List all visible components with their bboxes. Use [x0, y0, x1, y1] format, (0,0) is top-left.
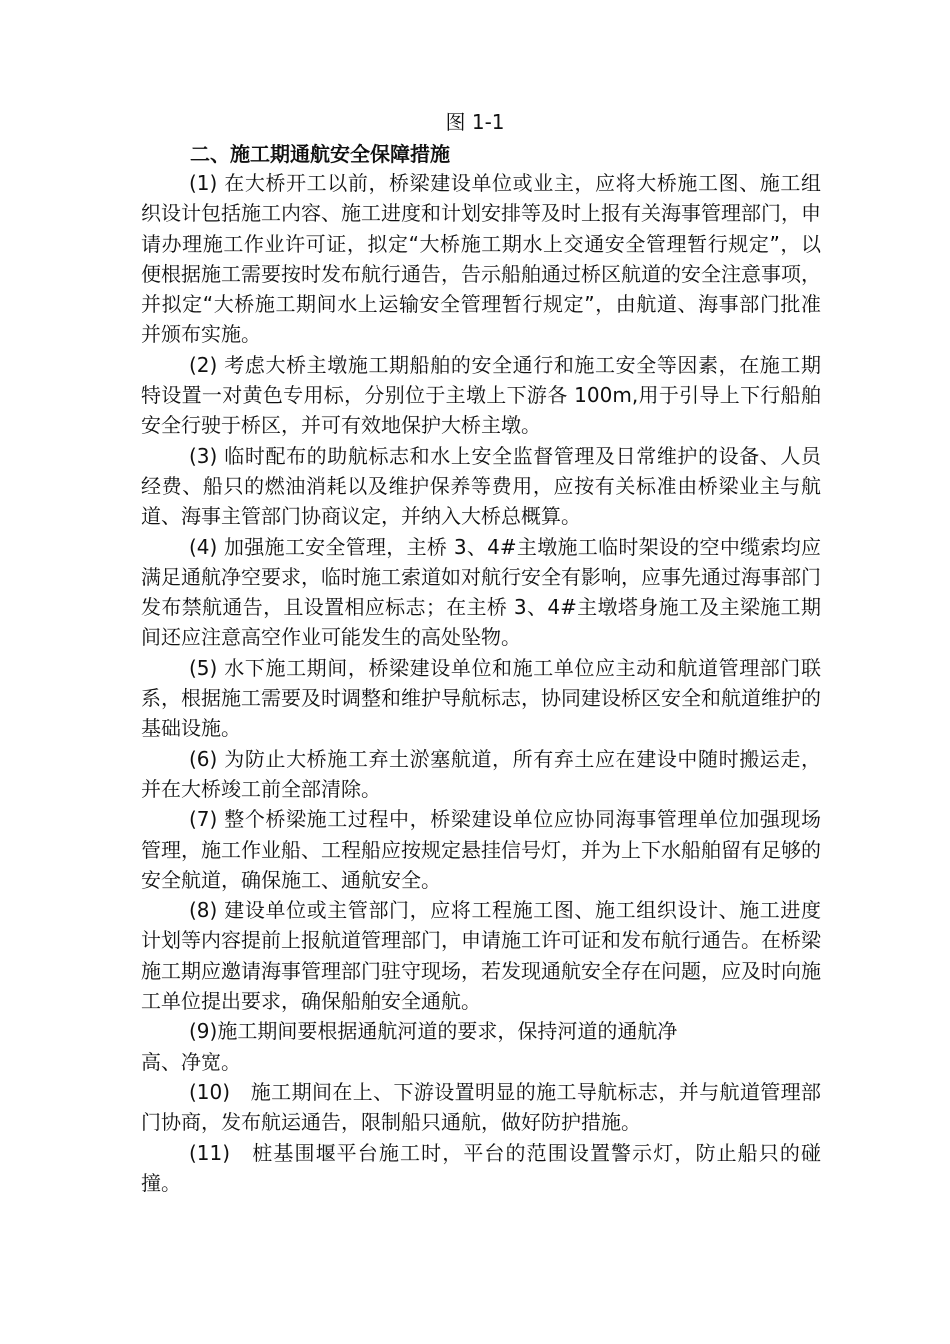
section-heading: 二、施工期通航安全保障措施: [190, 142, 450, 166]
paragraph-9: (9)施工期间要根据通航河道的要求，保持河道的通航净: [189, 1019, 678, 1044]
paragraph-11: (11) 桩基围堰平台施工时，平台的范围设置警示灯，防止船只的碰撞。: [141, 1140, 821, 1195]
paragraph-9-continuation: 高、净宽。: [141, 1049, 241, 1074]
body-text: [141, 168, 821, 1198]
paragraph-4: (4) 加强施工安全管理，主桥 3、4#主墩施工临时架设的空中缆索均应满足通航净空要求，临时施工索道如对航行安全有影响，应事先通过海事部门发布禁航通告，且设置相应标志；在主桥 3、4#主墩塔身施工及主梁施工期间还应注意高空作业可能发生的高处坠物。: [141, 534, 821, 650]
paragraph-6: (6) 为防止大桥施工弃土淤塞航道，所有弃土应在建设中随时搬运走，并在大桥竣工前全部清除。: [141, 746, 821, 801]
paragraph-2: (2) 考虑大桥主墩施工期船舶的安全通行和施工安全等因素，在施工期特设置一对黄色专用标，分别位于主墩上下游各 100m,用于引导上下行船舶安全行驶于桥区，并可有效地保护大桥主墩。: [141, 352, 821, 438]
paragraph-1: (1) 在大桥开工以前，桥梁建设单位或业主，应将大桥施工图、施工组织设计包括施工内容、施工进度和计划安排等及时上报有关海事管理部门，申请办理施工作业许可证，拟定“大桥施工期水上交通安全管理暂行规定”，以便根据施工需要按时发布航行通告，告示船舶通过桥区航道的安全注意事项，并拟定“大桥施工期间水上运输安全管理暂行规定”，由航道、海事部门批准并颁布实施。: [141, 171, 821, 347]
paragraph-7: (7) 整个桥梁施工过程中，桥梁建设单位应协同海事管理单位加强现场管理，施工作业船、工程船应按规定悬挂信号灯，并为上下水船舶留有足够的安全航道，确保施工、通航安全。: [141, 807, 821, 892]
figure-caption: 图 1-1: [445, 110, 505, 134]
paragraph-3: (3) 临时配布的助航标志和水上安全监督管理及日常维护的设备、人员经费、船只的燃油消耗以及维护保养等费用，应按有关标准由桥梁业主与航道、海事主管部门协商议定，并纳入大桥总概算。: [141, 443, 821, 529]
paragraph-10: (10) 施工期间在上、下游设置明显的施工导航标志，并与航道管理部门协商，发布航运通告，限制船只通航，做好防护措施。: [141, 1079, 821, 1135]
paragraph-8: (8) 建设单位或主管部门，应将工程施工图、施工组织设计、施工进度计划等内容提前上报航道管理部门，申请施工许可证和发布航行通告。在桥梁施工期应邀请海事管理部门驻守现场，若发现通航安全存在问题，应及时向施工单位提出要求，确保船舶安全通航。: [141, 898, 821, 1014]
paragraph-5: (5) 水下施工期间，桥梁建设单位和施工单位应主动和航道管理部门联系，根据施工需要及时调整和维护导航标志，协同建设桥区安全和航道维护的基础设施。: [141, 655, 821, 741]
